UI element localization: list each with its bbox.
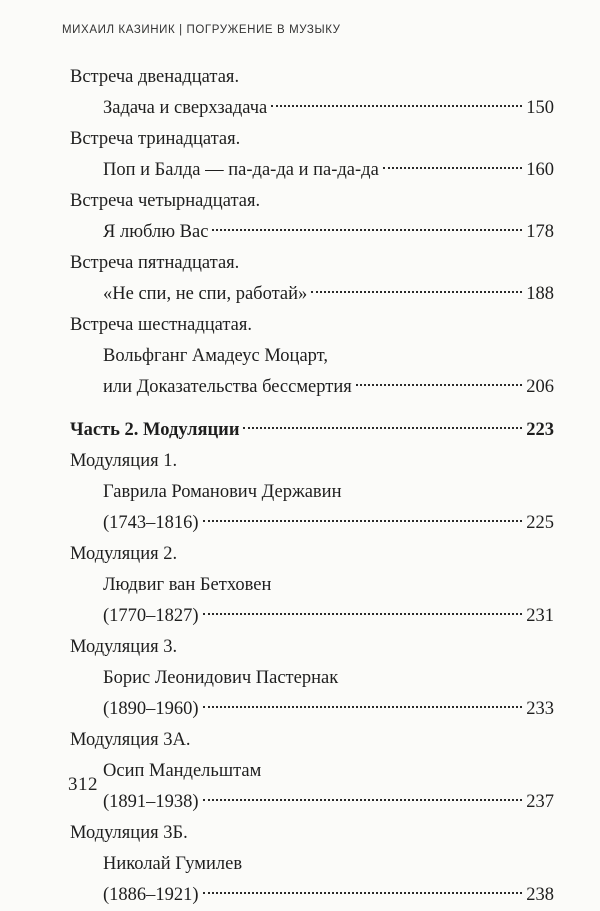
entry-subtitle: Поп и Балда — па-да-да и па-да-да — [103, 160, 379, 180]
entry-title: Модуляция 1. — [70, 451, 178, 471]
toc-entry — [70, 725, 554, 818]
entry-title: Модуляция 3А. — [70, 730, 191, 750]
toc-part-heading — [70, 415, 554, 446]
entry-title: Модуляция 2. — [70, 544, 178, 564]
toc-entry — [70, 632, 554, 725]
entry-page: 188 — [526, 284, 554, 304]
dot-leader — [203, 612, 523, 615]
entry-page: 150 — [526, 98, 554, 118]
part-title: Часть 2. Модуляции — [70, 420, 240, 440]
entry-years: (1890–1960) — [103, 699, 199, 719]
entry-title: Модуляция 3Б. — [70, 823, 188, 843]
dot-leader — [243, 426, 522, 429]
entry-name: Осип Мандельштам — [103, 761, 262, 781]
dot-leader — [356, 383, 522, 386]
header-separator: | — [179, 24, 183, 36]
toc-entry — [70, 539, 554, 632]
entry-years: (1743–1816) — [103, 513, 199, 533]
dot-leader — [203, 891, 523, 894]
entry-page: 178 — [526, 222, 554, 242]
entry-subtitle: Задача и сверхзадача — [103, 98, 268, 118]
dot-leader — [203, 705, 523, 708]
table-of-contents — [70, 62, 554, 911]
entry-subtitle: «Не спи, не спи, работай» — [103, 284, 308, 304]
entry-page: 231 — [526, 606, 554, 626]
header-author: МИХАИЛ КАЗИНИК — [62, 24, 176, 36]
entry-name: Людвиг ван Бетховен — [103, 575, 272, 595]
toc-entry — [70, 62, 554, 124]
entry-page: 238 — [526, 885, 554, 905]
dot-leader — [271, 104, 522, 107]
entry-page: 160 — [526, 160, 554, 180]
entry-page: 233 — [526, 699, 554, 719]
entry-title: Встреча шестнадцатая. — [70, 315, 253, 335]
dot-leader — [203, 798, 523, 801]
dot-leader — [383, 166, 522, 169]
toc-entry — [70, 310, 554, 403]
toc-entry — [70, 818, 554, 911]
dot-leader — [212, 228, 522, 231]
toc-entry — [70, 248, 554, 310]
entry-title: Встреча тринадцатая. — [70, 129, 241, 149]
entry-years: (1886–1921) — [103, 885, 199, 905]
entry-title: Встреча четырнадцатая. — [70, 191, 261, 211]
entry-subtitle: Я люблю Вас — [103, 222, 209, 242]
toc-entry — [70, 186, 554, 248]
entry-name: Николай Гумилев — [103, 854, 243, 874]
entry-page: 225 — [526, 513, 554, 533]
entry-title: Модуляция 3. — [70, 637, 178, 657]
entry-title: Встреча двенадцатая. — [70, 67, 240, 87]
entry-years: (1770–1827) — [103, 606, 199, 626]
toc-entry — [70, 446, 554, 539]
entry-page: 206 — [526, 377, 554, 397]
entry-page: 237 — [526, 792, 554, 812]
entry-name: Борис Леонидович Пастернак — [103, 668, 339, 688]
entry-years: (1891–1938) — [103, 792, 199, 812]
entry-subtitle-continued: или Доказательства бессмертия — [103, 377, 352, 397]
toc-entry — [70, 124, 554, 186]
dot-leader — [311, 290, 522, 293]
entry-title: Встреча пятнадцатая. — [70, 253, 240, 273]
header-book-title: ПОГРУЖЕНИЕ В МУЗЫКУ — [186, 24, 341, 36]
page-number: 312 — [68, 774, 98, 795]
entry-subtitle: Вольфганг Амадеус Моцарт, — [103, 346, 328, 366]
part-page: 223 — [526, 420, 554, 440]
running-head — [62, 24, 341, 36]
dot-leader — [203, 519, 523, 522]
entry-name: Гаврила Романович Державин — [103, 482, 342, 502]
